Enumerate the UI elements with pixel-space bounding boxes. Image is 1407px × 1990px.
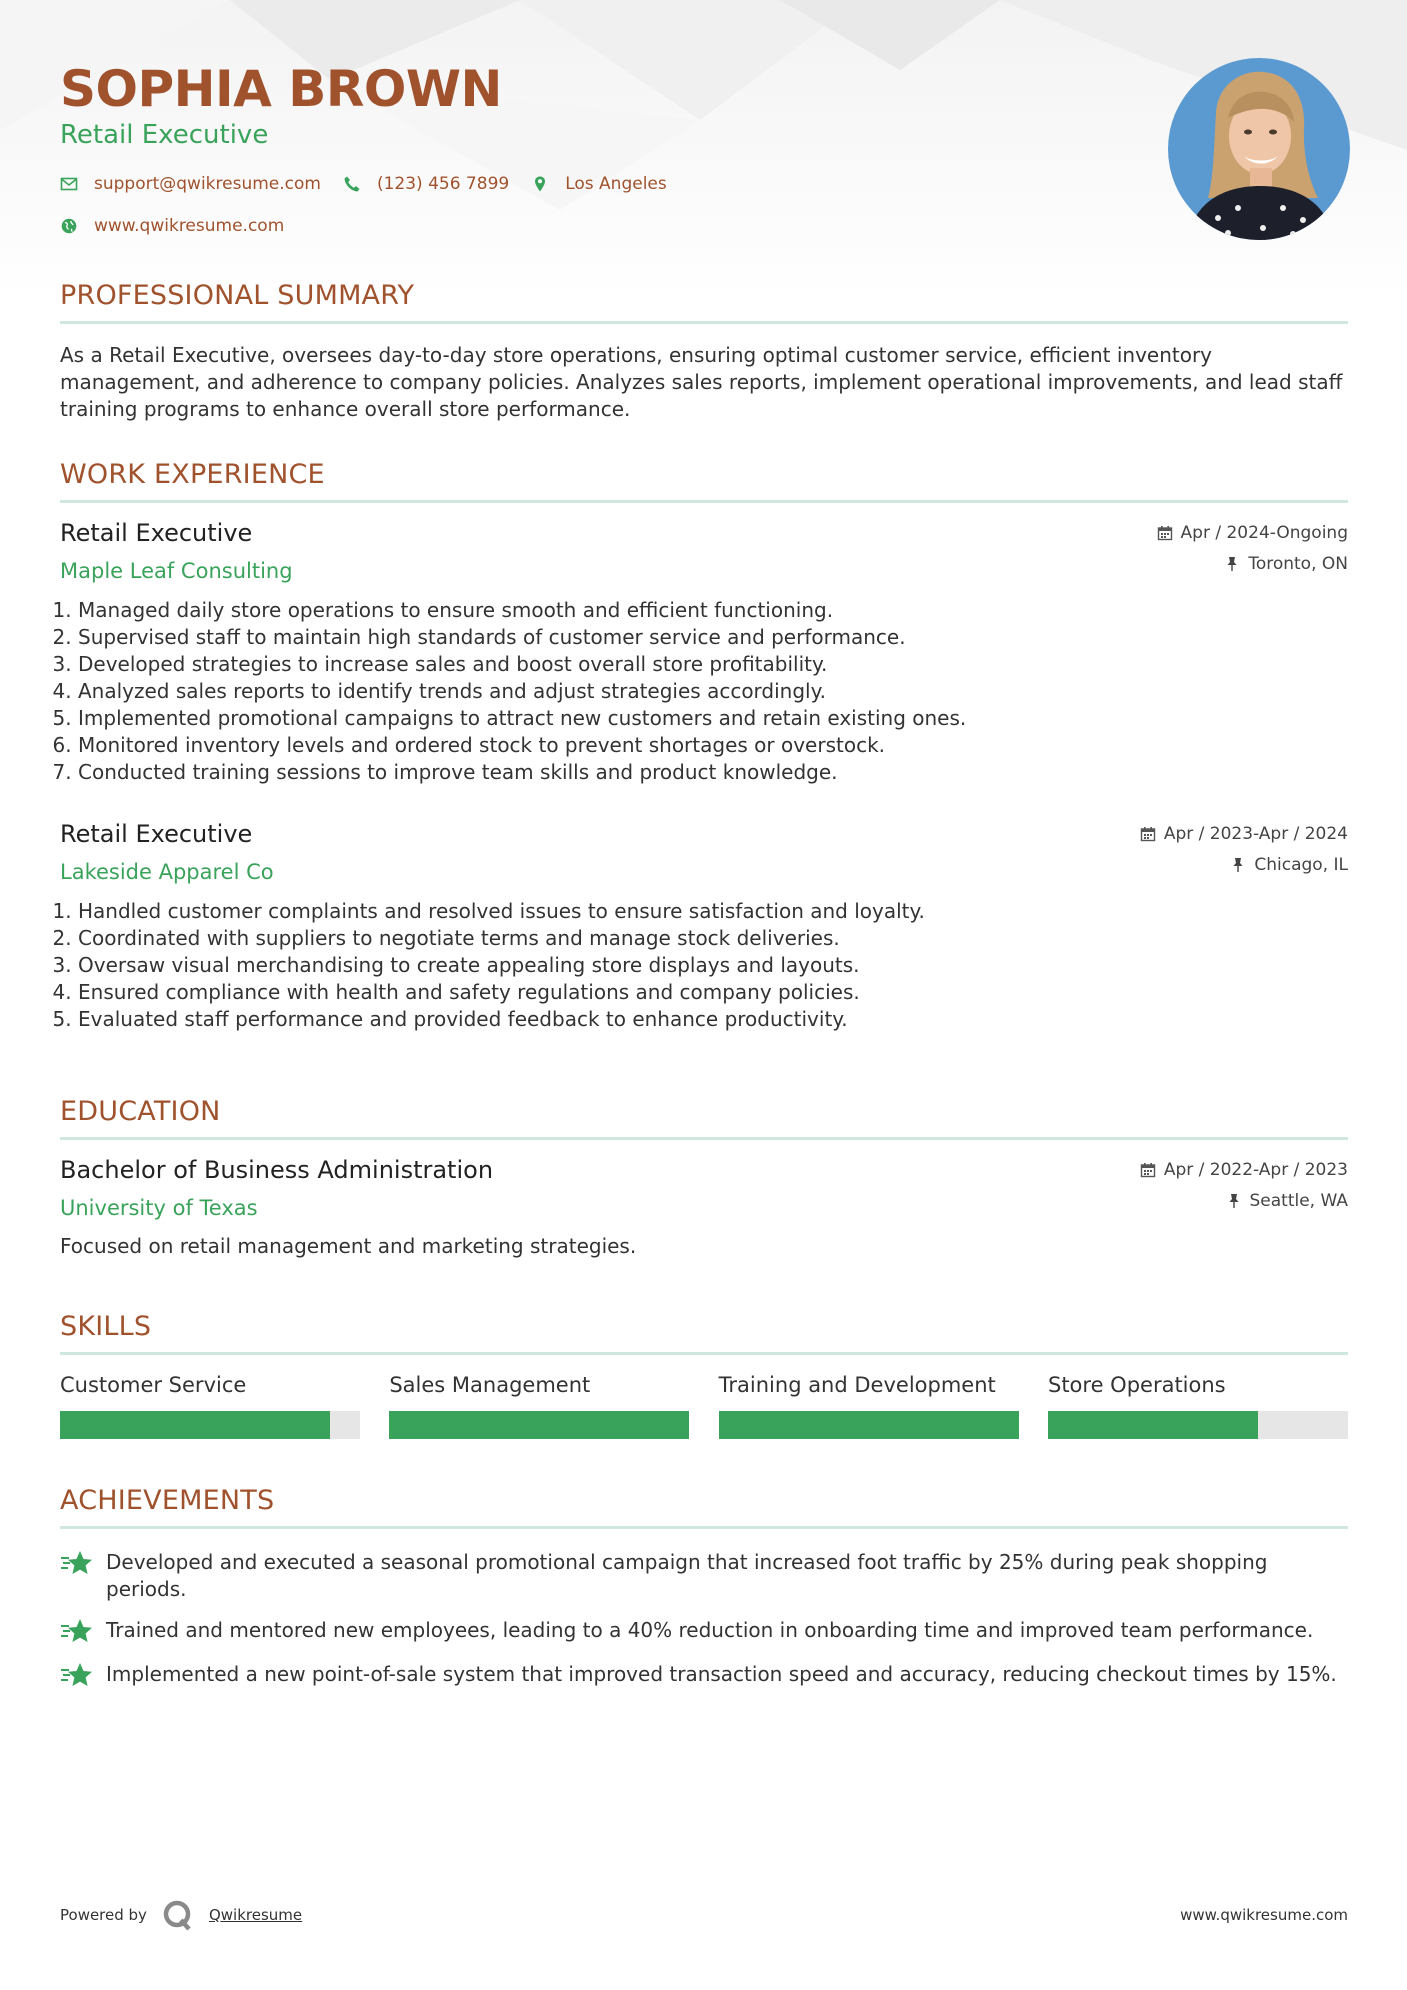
skill-bar (719, 1411, 1019, 1439)
job-bullet: 6. Monitored inventory levels and ordered stock to prevent shortages or overstock. (78, 732, 1348, 759)
job-location: Chicago, IL (1254, 855, 1348, 875)
contact-website[interactable] (60, 216, 284, 236)
achievement-text: Implemented a new point-of-sale system that improved transaction speed and accuracy, reducing checkout times by 15%. (106, 1662, 1337, 1686)
skill-item (60, 1373, 360, 1439)
skill-name: Store Operations (1047, 1373, 1226, 1397)
skill-bar-fill (719, 1411, 1019, 1439)
job-bullet: 1. Handled customer complaints and resolved issues to ensure satisfaction and loyalty. (78, 898, 1348, 925)
education-dates: Apr / 2022-Apr / 2023 (1163, 1160, 1348, 1180)
candidate-role: Retail Executive (60, 120, 269, 150)
email-text: support@qwikresume.com (94, 174, 321, 194)
skill-bar (389, 1411, 689, 1439)
achievement-item (60, 1549, 1348, 1603)
education-section (60, 1096, 1348, 1258)
skill-item (389, 1373, 689, 1439)
degree: Bachelor of Business Administration (60, 1156, 494, 1184)
map-pin-icon (531, 175, 549, 193)
school: University of Texas (60, 1196, 258, 1220)
phone-text: (123) 456 7899 (376, 174, 510, 194)
skills-list (60, 1373, 1348, 1439)
job-dates: Apr / 2023-Apr / 2024 (1163, 824, 1348, 844)
star-icon (60, 1617, 94, 1647)
job-company: Lakeside Apparel Co (60, 860, 274, 884)
brand-link[interactable]: Qwikresume (208, 1906, 303, 1924)
profile-photo (1168, 58, 1350, 240)
job-dates: Apr / 2024-Ongoing (1180, 523, 1348, 543)
achievement-text: Trained and mentored new employees, leading to a 40% reduction in onboarding time and improved team performance. (106, 1618, 1314, 1642)
skill-name: Training and Development (718, 1373, 996, 1397)
job-bullet: 4. Analyzed sales reports to identify trends and adjust strategies accordingly. (78, 678, 1348, 705)
job-entry (60, 519, 1348, 786)
pushpin-icon (1226, 1193, 1242, 1209)
skill-bar-fill (1048, 1411, 1258, 1439)
section-title-summary: PROFESSIONAL SUMMARY (60, 280, 1348, 324)
skill-name: Customer Service (60, 1373, 247, 1397)
job-bullet: 2. Coordinated with suppliers to negotiate terms and manage stock deliveries. (78, 925, 1348, 952)
job-bullet: 2. Supervised staff to maintain high standards of customer service and performance. (78, 624, 1348, 651)
contact-phone[interactable] (343, 174, 509, 194)
skill-name: Sales Management (389, 1373, 591, 1397)
skill-bar (60, 1411, 360, 1439)
job-meta (1140, 824, 1348, 886)
education-description: Focused on retail management and marketing strategies. (60, 1234, 637, 1258)
calendar-icon (1157, 525, 1173, 541)
candidate-name: SOPHIA BROWN (60, 60, 502, 118)
star-icon (60, 1549, 94, 1579)
job-meta (1157, 523, 1348, 585)
section-title-achievements: ACHIEVEMENTS (60, 1485, 1348, 1529)
experience-section (60, 459, 1348, 1033)
powered-by-label: Powered by (60, 1906, 147, 1924)
summary-section (60, 280, 1348, 423)
footer-url[interactable]: www.qwikresume.com (1180, 1906, 1348, 1924)
education-entry (60, 1156, 1348, 1258)
pushpin-icon (1230, 857, 1246, 873)
calendar-icon (1140, 1162, 1156, 1178)
job-bullet: 5. Implemented promotional campaigns to attract new customers and retain existing ones. (78, 705, 1348, 732)
section-title-experience: WORK EXPERIENCE (60, 459, 1348, 503)
job-location: Toronto, ON (1248, 554, 1348, 574)
education-location: Seattle, WA (1249, 1191, 1348, 1211)
job-bullet: 5. Evaluated staff performance and provided feedback to enhance productivity. (78, 1006, 1348, 1033)
job-bullets (60, 898, 1348, 1033)
calendar-icon (1140, 826, 1156, 842)
skill-bar-fill (60, 1411, 330, 1439)
skills-section (60, 1311, 1348, 1439)
skill-bar (1048, 1411, 1348, 1439)
job-bullet: 7. Conducted training sessions to improve team skills and product knowledge. (78, 759, 1348, 786)
achievement-item (60, 1617, 1348, 1647)
skill-bar-fill (389, 1411, 689, 1439)
contact-info (60, 172, 689, 256)
education-meta (1140, 1160, 1348, 1222)
summary-text: As a Retail Executive, oversees day-to-day store operations, ensuring optimal customer service, efficient inventory management, and adherence to company policies. Analyzes sales reports, implement operational improvements, and lead staff training programs to enhance overall store performance. (60, 343, 1343, 421)
envelope-icon (60, 175, 78, 193)
pushpin-icon (1224, 556, 1240, 572)
job-title: Retail Executive (60, 519, 253, 547)
skill-item (719, 1373, 1019, 1439)
job-title: Retail Executive (60, 820, 253, 848)
job-entry (60, 820, 1348, 1033)
contact-email[interactable] (60, 174, 321, 194)
location-text: Los Angeles (565, 174, 667, 194)
achievements-list (60, 1549, 1348, 1691)
job-bullet: 3. Developed strategies to increase sales and boost overall store profitability. (78, 651, 1348, 678)
job-bullet: 3. Oversaw visual merchandising to create appealing store displays and layouts. (78, 952, 1348, 979)
section-title-skills: SKILLS (60, 1311, 1348, 1355)
job-bullet: 1. Managed daily store operations to ensure smooth and efficient functioning. (78, 597, 1348, 624)
jobs-list (60, 519, 1348, 1033)
star-icon (60, 1661, 94, 1691)
achievement-item (60, 1661, 1348, 1691)
section-title-education: EDUCATION (60, 1096, 1348, 1140)
skill-item (1048, 1373, 1348, 1439)
qwikresume-logo-icon (161, 1898, 195, 1932)
job-company: Maple Leaf Consulting (60, 559, 293, 583)
website-text: www.qwikresume.com (94, 216, 285, 236)
job-bullet: 4. Ensured compliance with health and safety regulations and company policies. (78, 979, 1348, 1006)
phone-icon (343, 175, 361, 193)
job-bullets (60, 597, 1348, 786)
powered-by (60, 1898, 302, 1932)
achievement-text: Developed and executed a seasonal promotional campaign that increased foot traffic by 25% during peak shopping periods. (106, 1550, 1268, 1601)
globe-icon (60, 217, 78, 235)
achievements-section (60, 1485, 1348, 1691)
contact-location (531, 174, 667, 194)
